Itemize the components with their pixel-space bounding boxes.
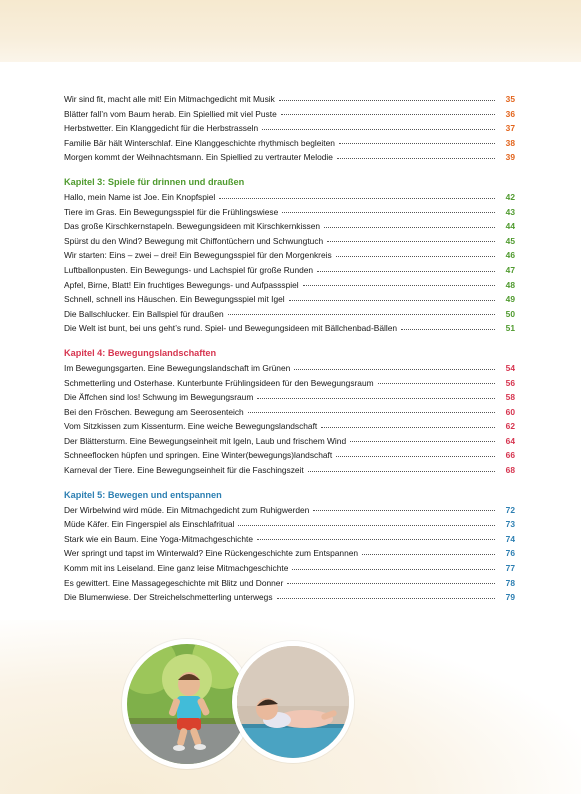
toc-entry-page-number: 68 [505, 465, 515, 476]
toc-entry-page-number: 46 [505, 250, 515, 261]
toc-entry-page-number: 37 [505, 123, 515, 134]
toc-entry-title: Apfel, Birne, Blatt! Ein fruchtiges Bewegungs- und Aufpassspiel [64, 279, 299, 290]
toc-entry-title: Wir starten: Eins – zwei – drei! Ein Bewegungsspiel für den Morgenkreis [64, 250, 332, 261]
toc-entry-page-number: 44 [505, 221, 515, 232]
toc-entry-title: Die Äffchen sind los! Schwung im Bewegungsraum [64, 392, 254, 403]
toc-entry-title: Herbstwetter. Ein Klanggedicht für die Herbstrasseln [64, 123, 259, 134]
toc-entry-title: Luftballonpusten. Ein Bewegungs- und Lachspiel für große Runden [64, 264, 314, 275]
chapter-heading: Kapitel 4: Bewegungslandschaften [64, 347, 217, 358]
toc-entry-title: Schneeflocken hüpfen und springen. Eine Winter(bewegungs)landschaft [64, 450, 333, 461]
toc-entry-page-number: 48 [505, 279, 515, 290]
toc-entry-title: Die Ballschlucker. Ein Ballspiel für draußen [64, 308, 224, 319]
toc-entry-page-number: 74 [505, 533, 515, 544]
toc-entry-page-number: 35 [505, 94, 515, 104]
toc-entry-page-number: 77 [505, 563, 515, 574]
toc-entry-page-number: 56 [505, 377, 515, 388]
toc-entry-title: Wer springt und tapst im Winterwald? Eine Rückengeschichte zum Entspannen [64, 548, 359, 559]
toc-entry-title: Das große Kirschkernstapeln. Bewegungsideen mit Kirschkernkissen [64, 221, 321, 232]
toc-entry-page-number: 73 [505, 519, 515, 530]
toc-entry-page-number: 47 [505, 264, 515, 275]
toc-entry-title: Der Blättersturm. Eine Bewegungseinheit mit Igeln, Laub und frischem Wind [64, 435, 347, 446]
toc-entry-page-number: 66 [505, 450, 515, 461]
toc-entry-page-number: 78 [505, 577, 515, 588]
toc-entry-title: Morgen kommt der Weihnachtsmann. Ein Spiellied zu vertrauter Melodie [64, 152, 333, 163]
toc-entry-title: Vom Sitzkissen zum Kissenturm. Eine weiche Bewegungslandschaft [64, 421, 318, 432]
toc-entry-title: Bei den Fröschen. Bewegung am Seerosenteich [64, 406, 244, 417]
toc-entry-title: Blätter fall’n vom Baum herab. Ein Spiellied mit viel Puste [64, 108, 277, 119]
toc-entry-page-number: 45 [505, 235, 515, 246]
toc-entry-title: Es gewittert. Eine Massagegeschichte mit Blitz und Donner [64, 577, 284, 588]
toc-entry-title: Hallo, mein Name ist Joe. Ein Knopfspiel [64, 191, 216, 202]
baby-on-mat-photo [232, 641, 354, 763]
baby-crawling-icon [237, 646, 349, 758]
toc-entry-page-number: 38 [505, 137, 515, 148]
toc-entry-page-number: 58 [505, 392, 515, 403]
toc-entry-title: Die Blumenwiese. Der Streichelschmetterling unterwegs [64, 592, 273, 603]
toc-entry-page-number: 51 [505, 323, 515, 334]
child-walking-icon [127, 644, 247, 764]
toc-entry-page-number: 42 [505, 191, 515, 202]
toc-entry-page-number: 49 [505, 294, 515, 305]
toc-entry-page-number: 72 [505, 504, 515, 515]
toc-entry-page-number: 39 [505, 152, 515, 163]
toc-entry-page-number: 60 [505, 406, 515, 417]
toc-entry-title: Der Wirbelwind wird müde. Ein Mitmachgedicht zum Ruhigwerden [64, 504, 310, 515]
toc-entry-title: Tiere im Gras. Ein Bewegungsspiel für die Frühlingswiese [64, 206, 279, 217]
toc-entry-title: Die Welt ist bunt, bei uns geht’s rund. Spiel- und Bewegungsideen mit Bällchenbad-Bällen [64, 323, 398, 334]
toc-entry-page-number: 36 [505, 108, 515, 119]
toc-entry-title: Karneval der Tiere. Eine Bewegungseinheit für die Faschingszeit [64, 465, 304, 476]
toc-entry-title: Spürst du den Wind? Bewegung mit Chiffontüchern und Schwungtuch [64, 235, 324, 246]
toc-entry-page-number: 76 [505, 548, 515, 559]
toc-entry-page-number: 54 [505, 362, 515, 373]
toc-entry-title: Wir sind fit, macht alle mit! Ein Mitmachgedicht mit Musik [64, 94, 275, 104]
chapter-heading: Kapitel 5: Bewegen und entspannen [64, 489, 222, 500]
toc-entry-title: Stark wie ein Baum. Eine Yoga-Mitmachgeschichte [64, 533, 254, 544]
toc-entry-page-number: 50 [505, 308, 515, 319]
toc-entry-page-number: 79 [505, 592, 515, 603]
toc-entry-title: Familie Bär hält Winterschlaf. Eine Klanggeschichte rhythmisch begleiten [64, 137, 335, 148]
toc-entry-title: Schnell, schnell ins Häuschen. Ein Bewegungsspiel mit Igel [64, 294, 285, 305]
toc-entry-title: Im Bewegungsgarten. Eine Bewegungslandschaft im Grünen [64, 362, 291, 373]
toc-entry-title: Schmetterling und Osterhase. Kunterbunte Frühlingsideen für den Bewegungsraum [64, 377, 374, 388]
toc-entry-page-number: 43 [505, 206, 515, 217]
toc-entry-title: Komm mit ins Leiseland. Eine ganz leise Mitmachgeschichte [64, 563, 289, 574]
toc-entry-page-number: 62 [505, 421, 515, 432]
chapter-heading: Kapitel 3: Spiele für drinnen und draußen [64, 176, 245, 187]
toc-entry-title: Müde Käfer. Ein Fingerspiel als Einschlafritual [64, 519, 235, 530]
toc-entry-page-number: 64 [505, 435, 515, 446]
